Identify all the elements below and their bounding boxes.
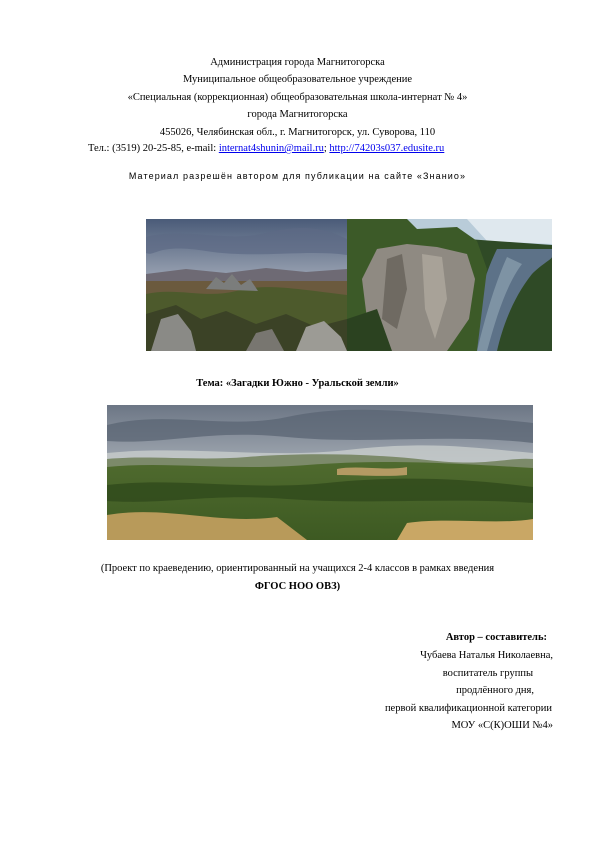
author-role-line1: воспитатель группы bbox=[442, 668, 533, 679]
author-school: МОУ «С(К)ОШИ №4» bbox=[451, 720, 553, 731]
project-description-line2: ФГОС НОО ОВЗ) bbox=[254, 581, 341, 592]
project-description-line1: (Проект по краеведению, ориентированный на учащихся 2-4 классов в рамках введения bbox=[100, 563, 495, 574]
header-city: города Магнитогорска bbox=[247, 109, 348, 120]
topic-title: Тема: «Загадки Южно - Уральской земли» bbox=[196, 378, 399, 389]
author-category: первой квалификационной категории bbox=[384, 703, 552, 714]
author-name: Чубаева Наталья Николаевна, bbox=[420, 650, 553, 661]
header-address: 455026, Челябинская обл., г. Магнитогорск, ул. Суворова, 110 bbox=[159, 127, 436, 138]
author-title: Автор – составитель: bbox=[445, 632, 547, 643]
author-role-line2: продлённого дня, bbox=[456, 685, 534, 696]
river-cliff-photo bbox=[347, 219, 552, 351]
header-administration: Администрация города Магнитогорска bbox=[210, 57, 385, 68]
email-link[interactable]: internat4shunin@mail.ru bbox=[218, 143, 324, 154]
header-contacts bbox=[88, 142, 444, 155]
contact-separator: ; bbox=[323, 143, 330, 154]
header-school-name: «Специальная (коррекционная) общеобразовательная школа-интернат № 4» bbox=[127, 92, 468, 103]
steppe-landscape-photo bbox=[107, 405, 533, 540]
contact-phone-label: Тел.: (3519) 20-25-85, e-mail: bbox=[88, 143, 219, 154]
header-institution-type: Муниципальное общеобразовательное учреждение bbox=[182, 74, 413, 85]
mountain-panorama-photo bbox=[146, 219, 347, 351]
publication-notice: Материал разрешён автором для публикации на сайте «Знанио» bbox=[128, 171, 467, 181]
website-link[interactable]: http://74203s037.edusite.ru bbox=[329, 143, 445, 154]
